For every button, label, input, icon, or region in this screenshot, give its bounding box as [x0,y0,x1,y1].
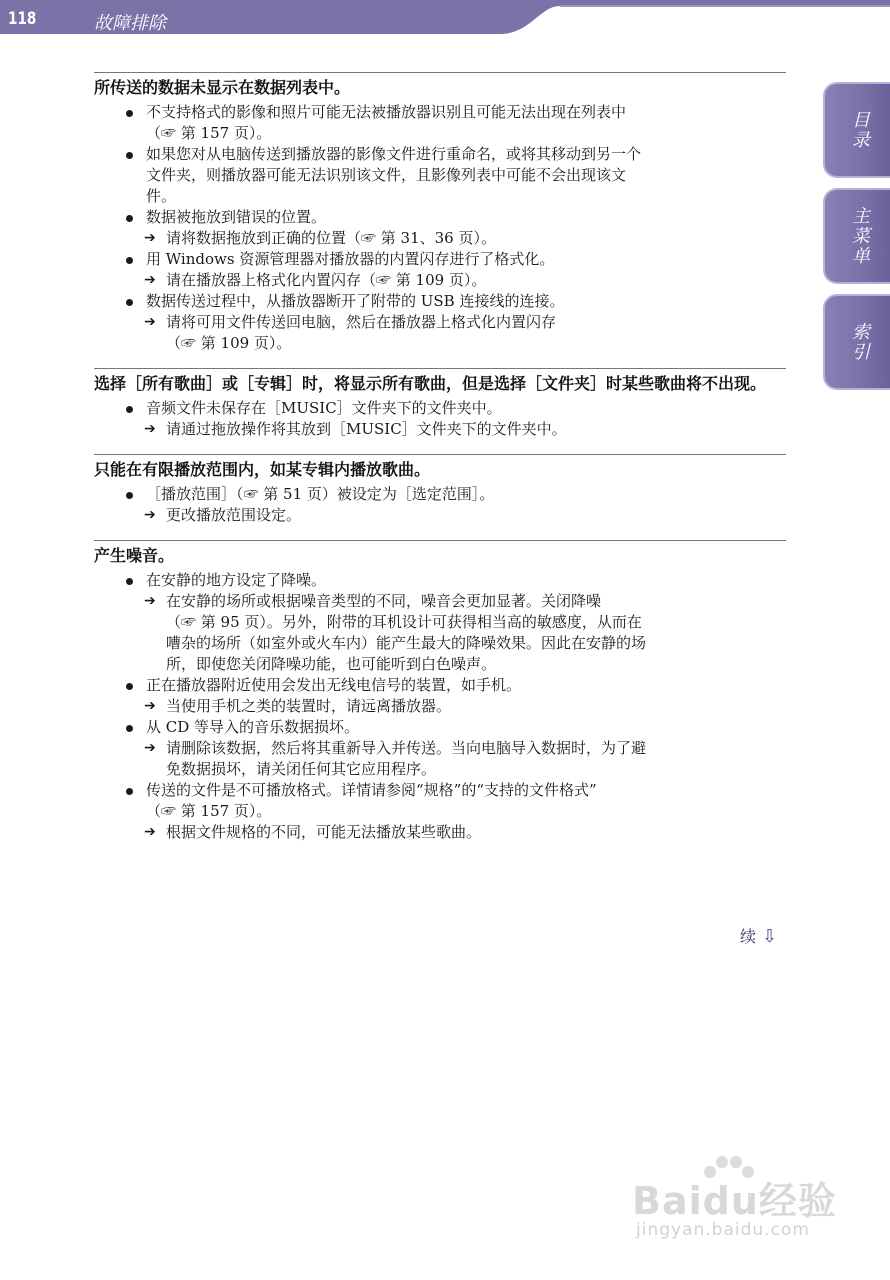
item-text: 文件夹，则播放器可能无法识别该文件，且影像列表中可能不会出现该文 [146,166,627,184]
cause-item [94,675,786,696]
remedy-item [94,505,786,526]
item-text: 请将可用文件传送回电脑，然后在播放器上格式化内置闪存 [166,313,557,331]
cause-item [94,484,786,505]
remedy-item [94,696,786,717]
cause-item-continuation [94,186,786,207]
remedy-item-continuation [94,333,786,354]
remedy-item [94,270,786,291]
item-text: 所，即使您关闭降噪功能，也可能听到白色噪声。 [166,655,497,673]
cause-item [94,102,786,123]
down-arrow-icon: ⇩ [762,926,778,947]
troubleshooting-content [94,72,786,857]
cause-item [94,249,786,270]
arrow-right-icon: ➔ [144,593,156,609]
remedy-item [94,591,786,612]
item-text: 音频文件未保存在［MUSIC］文件夹下的文件夹中。 [146,399,502,417]
faq-section [94,72,786,354]
arrow-right-icon: ➔ [144,507,156,523]
item-text: 数据被拖放到错误的位置。 [146,208,327,226]
item-text: 传送的文件是不可播放格式。详情请参阅“规格”的“支持的文件格式” [146,781,597,799]
remedy-item [94,419,786,440]
item-text: 件。 [146,187,177,205]
tab-index[interactable] [823,294,890,390]
watermark [632,1150,852,1250]
faq-item-list [94,398,786,440]
item-text: 根据文件规格的不同，可能无法播放某些歌曲。 [166,823,482,841]
cause-item [94,717,786,738]
tab-index-label: 索引 [849,322,870,362]
tab-main-menu-label: 主菜单 [849,206,870,266]
remedy-item [94,312,786,333]
item-text: （☞ 第 95 页）。另外，附带的耳机设计可获得相当高的敏感度，从而在 [166,613,642,631]
item-text: 在安静的场所或根据噪音类型的不同，噪音会更加显著。关闭降噪 [166,592,602,610]
faq-section [94,540,786,843]
item-text: 数据传送过程中，从播放器断开了附带的 USB 连接线的连接。 [146,292,565,310]
faq-heading: 选择［所有歌曲］或［专辑］时，将显示所有歌曲，但是选择［文件夹］时某些歌曲将不出现。 [94,374,767,393]
item-text: （☞ 第 157 页）。 [146,802,272,820]
item-text: 请删除该数据，然后将其重新导入并传送。当向电脑导入数据时，为了避 [166,739,647,757]
faq-item-list [94,102,786,354]
remedy-item-continuation [94,612,786,633]
tab-contents-label: 目录 [849,110,870,150]
faq-heading: 只能在有限播放范围内，如某专辑内播放歌曲。 [94,460,431,479]
cause-item-continuation [94,801,786,822]
tab-contents[interactable] [823,82,890,178]
faq-heading: 所传送的数据未显示在数据列表中。 [94,78,351,97]
item-text: 更改播放范围设定。 [166,506,302,524]
cause-item [94,207,786,228]
section-title: 故障排除 [94,13,166,34]
arrow-right-icon: ➔ [144,698,156,714]
cause-item [94,398,786,419]
item-text: 如果您对从电脑传送到播放器的影像文件进行重命名，或将其移动到另一个 [146,145,642,163]
arrow-right-icon: ➔ [144,314,156,330]
cause-item [94,291,786,312]
cause-item [94,780,786,801]
remedy-item-continuation [94,759,786,780]
remedy-item [94,738,786,759]
tab-main-menu[interactable] [823,188,890,284]
item-text: 请在播放器上格式化内置闪存（☞ 第 109 页）。 [166,271,487,289]
watermark-site: jingyan.baidu.com [636,1220,810,1240]
faq-item-list [94,570,786,843]
item-text: 不支持格式的影像和照片可能无法被播放器识别且可能无法出现在列表中 [146,103,627,121]
arrow-right-icon: ➔ [144,740,156,756]
faq-heading: 产生噪音。 [94,546,175,565]
watermark-logo: Baidu经验 [632,1179,837,1223]
item-text: 用 Windows 资源管理器对播放器的内置闪存进行了格式化。 [146,250,555,268]
item-text: 嘈杂的场所（如室外或火车内）能产生最大的降噪效果。因此在安静的场 [166,634,647,652]
cause-item-continuation [94,123,786,144]
item-text: ［播放范围］（☞ 第 51 页）被设定为［选定范围］。 [146,485,495,503]
item-text: 请通过拖放操作将其放到［MUSIC］文件夹下的文件夹中。 [166,420,567,438]
cause-item [94,570,786,591]
item-text: 正在播放器附近使用会发出无线电信号的装置，如手机。 [146,676,522,694]
faq-item-list [94,484,786,526]
arrow-right-icon: ➔ [144,824,156,840]
item-text: 在安静的地方设定了降噪。 [146,571,327,589]
continued-label: 续 [740,927,757,946]
arrow-right-icon: ➔ [144,272,156,288]
arrow-right-icon: ➔ [144,421,156,437]
page-header [0,0,890,38]
continued-marker[interactable] [740,924,777,947]
item-text: （☞ 第 109 页）。 [166,334,292,352]
item-text: 免数据损坏，请关闭任何其它应用程序。 [166,760,437,778]
item-text: 从 CD 等导入的音乐数据损坏。 [146,718,360,736]
remedy-item-continuation [94,633,786,654]
item-text: （☞ 第 157 页）。 [146,124,272,142]
page-number: 118 [8,9,37,29]
remedy-item-continuation [94,654,786,675]
cause-item [94,144,786,165]
item-text: 请将数据拖放到正确的位置（☞ 第 31、36 页）。 [166,229,496,247]
cause-item-continuation [94,165,786,186]
remedy-item [94,822,786,843]
arrow-right-icon: ➔ [144,230,156,246]
faq-section [94,454,786,526]
item-text: 当使用手机之类的装置时，请远离播放器。 [166,697,452,715]
remedy-item [94,228,786,249]
faq-section [94,368,786,440]
